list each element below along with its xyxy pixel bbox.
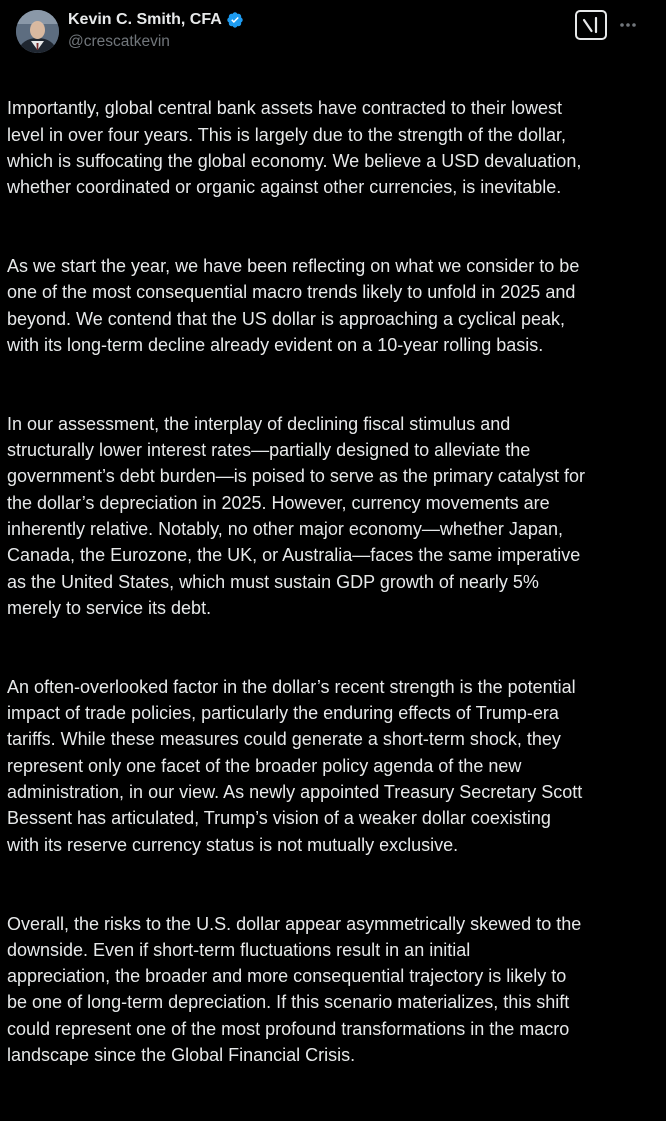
post-paragraph: In our assessment, the interplay of declining fiscal stimulus and structurally lower interest rates—partially designed to alleviate the government’s debt burden—is poised to serve as the primary catalyst for the dollar’s depreciation in 2025. However, currency movements are inherently relative. Notably, no other major economy—whether Japan, Canada, the Eurozone, the UK, or Australia—faces the same imperative as the United States, which must sustain GDP growth of nearly 5% merely to service its debt. (7, 413, 585, 618)
grok-icon (581, 15, 601, 35)
post-text (7, 69, 657, 1121)
verified-badge-icon[interactable] (226, 11, 244, 29)
avatar-image (16, 10, 59, 53)
author-name-row (68, 10, 244, 30)
author-block (68, 10, 244, 51)
more-options-icon (619, 22, 637, 28)
author-handle[interactable]: @crescatkevin (68, 33, 170, 50)
post-paragraph: Importantly, global central bank assets have contracted to their lowest level in over four years. This is largely due to the strength of the dollar, which is suffocating the global economy. We believe a USD devaluation, whether coordinated or organic against other currencies, is inevitable. (7, 98, 582, 198)
post-header (8, 0, 658, 66)
author-name[interactable]: Kevin C. Smith, CFA (68, 11, 222, 28)
grok-button[interactable] (575, 10, 607, 40)
post-paragraph: Overall, the risks to the U.S. dollar appear asymmetrically skewed to the downside. Even if short-term fluctuations result in an initial appreciation, the broader and more consequential trajectory is likely to be one of long-term depreciation. If this scenario materializes, this shift could represent one of the most profound transformations in the macro landscape since the Global Financial Crisis. (7, 913, 582, 1065)
post-paragraph: An often-overlooked factor in the dollar’s recent strength is the potential impact of trade policies, particularly the enduring effects of Trump-era tariffs. While these measures could generate a short-term shock, they represent only one facet of the broader policy agenda of the new administration, in our view. As newly appointed Treasury Secretary Scott Bessent has articulated, Trump’s vision of a weaker dollar coexisting with its reserve currency status is not mutually exclusive. (7, 676, 583, 855)
avatar[interactable] (16, 10, 59, 53)
more-options-button[interactable] (616, 14, 640, 36)
post-paragraph: As we start the year, we have been reflecting on what we consider to be one of the most consequential macro trends likely to unfold in 2025 and beyond. We contend that the US dollar is approaching a cyclical peak, with its long-term decline already evident on a 10-year rolling basis. (7, 256, 580, 355)
